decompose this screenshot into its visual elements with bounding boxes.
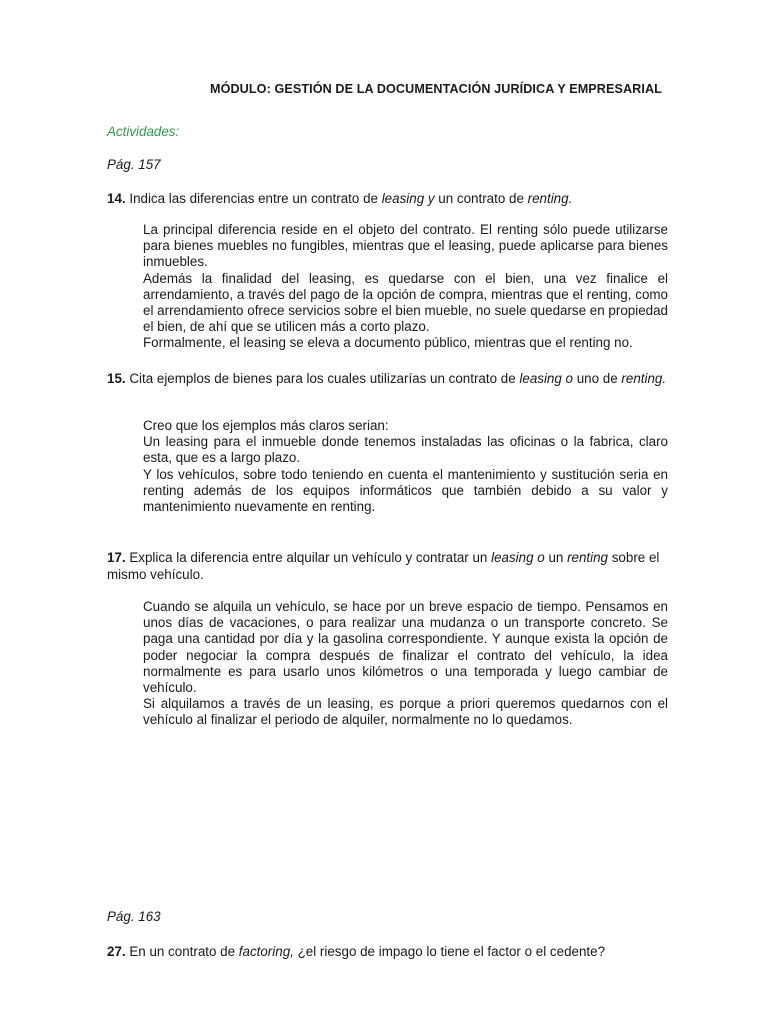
question-number: 15. (107, 371, 126, 386)
answer-paragraph: Y los vehículos, sobre todo teniendo en cuenta el mantenimiento y sustitución seria en renting además de los equipos informáticos que también debido a su valor y mantenimiento nuevamente en renting. (143, 466, 668, 515)
question-term: renting. (527, 191, 573, 206)
question-text: uno de (573, 371, 622, 386)
question-14 (107, 190, 667, 207)
question-15 (107, 370, 667, 387)
question-text: Explica la diferencia entre alquilar un vehículo y contratar un (125, 550, 492, 565)
question-text: Indica las diferencias entre un contrato de (125, 191, 382, 206)
answer-paragraph: Creo que los ejemplos más claros serian: (143, 418, 389, 433)
question-term: leasing o (491, 550, 545, 565)
question-number: 17. (107, 550, 126, 565)
question-27 (107, 943, 667, 960)
answer-paragraph: Formalmente, el leasing se eleva a documento público, mientras que el renting no. (143, 335, 633, 351)
question-17 (107, 549, 667, 583)
page-reference: Pág. 163 (107, 909, 161, 924)
question-term: leasing y (381, 191, 435, 206)
answer-paragraph: Un leasing para el inmueble donde tenemos instaladas las oficinas o la fabrica, claro esta, que es a largo plazo. (143, 434, 668, 466)
question-term: renting. (621, 371, 667, 386)
module-title: MÓDULO: GESTIÓN DE LA DOCUMENTACIÓN JURÍDICA Y EMPRESARIAL (210, 82, 662, 96)
question-text: Cita ejemplos de bienes para los cuales utilizarías un contrato de (125, 371, 520, 386)
question-text: un contrato de (434, 191, 528, 206)
question-number: 27. (107, 944, 126, 959)
question-term: renting (567, 550, 609, 565)
answer-paragraph: Además la finalidad del leasing, es quedarse con el bien, una vez finalice el arrendamiento, a través del pago de la opción de compra, mientras que el renting, como el arrendamiento ofrece servicios sobre el bien mueble, no suele quedarse en propiedad el bien, de ahí que se utilicen más a corto plazo. (143, 270, 668, 335)
question-text: sobre el mismo vehículo. (107, 550, 660, 582)
answer-14 (143, 222, 668, 352)
question-text: En un contrato de (125, 944, 239, 959)
section-label: Actividades: (107, 124, 180, 139)
answer-paragraph: Cuando se alquila un vehículo, se hace por un breve espacio de tiempo. Pensamos en unos días de vacaciones, o para realizar una mudanza o un transporte concreto. Se paga una cantidad por día y la gasolina correspondiente. Y aunque exista la opción de poder negociar la compra después de finalizar el contrato del vehículo, la idea normalmente es para usarlo unos kilómetros o una temporada y luego cambiar de vehículo. (143, 599, 668, 696)
question-number: 14. (107, 191, 126, 206)
question-text: ¿el riesgo de impago lo tiene el factor o el cedente? (293, 944, 606, 959)
page-reference: Pág. 157 (107, 157, 161, 172)
answer-15 (143, 418, 668, 515)
question-text: un (544, 550, 568, 565)
question-term: leasing o (519, 371, 573, 386)
question-term: factoring, (238, 944, 294, 959)
answer-17 (143, 599, 668, 729)
answer-paragraph: Si alquilamos a través de un leasing, es porque a priori queremos quedarnos con el vehículo al finalizar el periodo de alquiler, normalmente no lo quedamos. (143, 696, 668, 728)
answer-paragraph: La principal diferencia reside en el objeto del contrato. El renting sólo puede utilizarse para bienes muebles no fungibles, mientras que el leasing, puede aplicarse para bienes inmuebles. (143, 222, 668, 270)
